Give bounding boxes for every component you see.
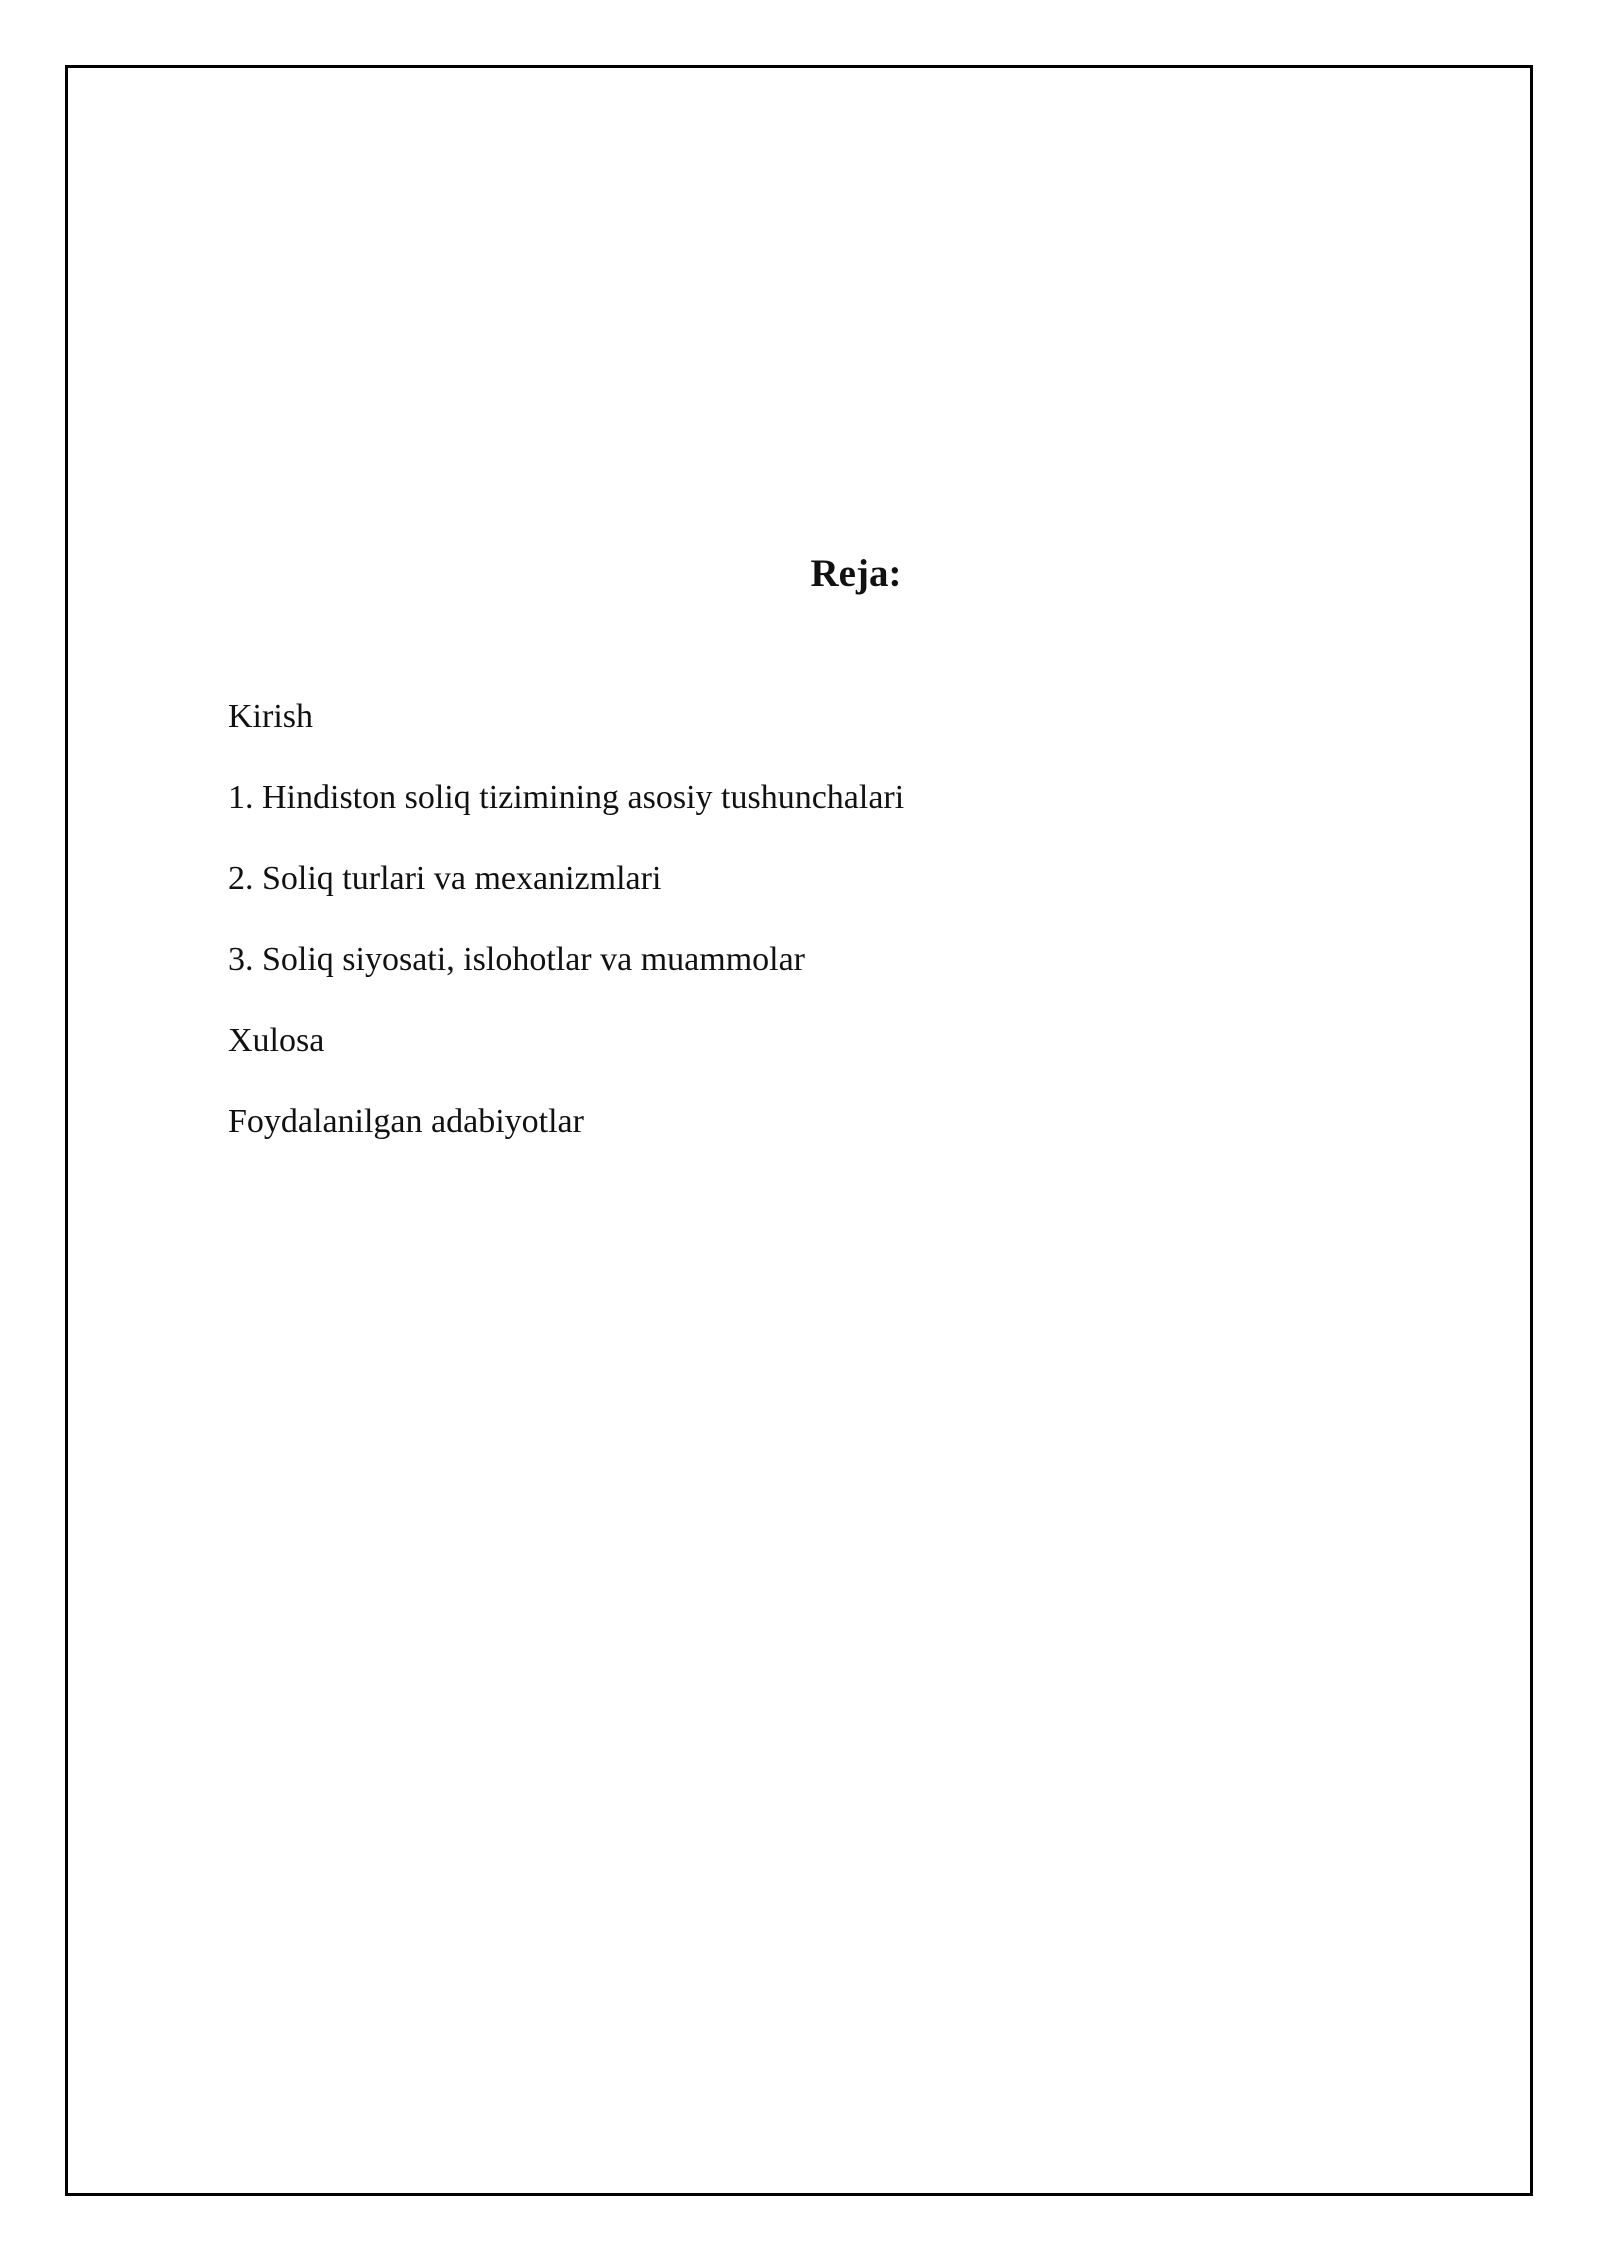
plan-item-chapter-1: 1. Hindiston soliq tizimining asosiy tushunchalari xyxy=(228,779,905,816)
plan-item-chapter-3: 3. Soliq siyosati, islohotlar va muammolar xyxy=(228,941,806,978)
plan-item-chapter-2: 2. Soliq turlari va mexanizmlari xyxy=(228,860,662,897)
plan-list xyxy=(228,697,904,1183)
plan-item-introduction: Kirish xyxy=(228,698,313,735)
plan-item-references: Foydalanilgan adabiyotlar xyxy=(228,1103,584,1140)
page-title: Reja: xyxy=(810,552,902,595)
plan-item-conclusion: Xulosa xyxy=(228,1022,325,1059)
